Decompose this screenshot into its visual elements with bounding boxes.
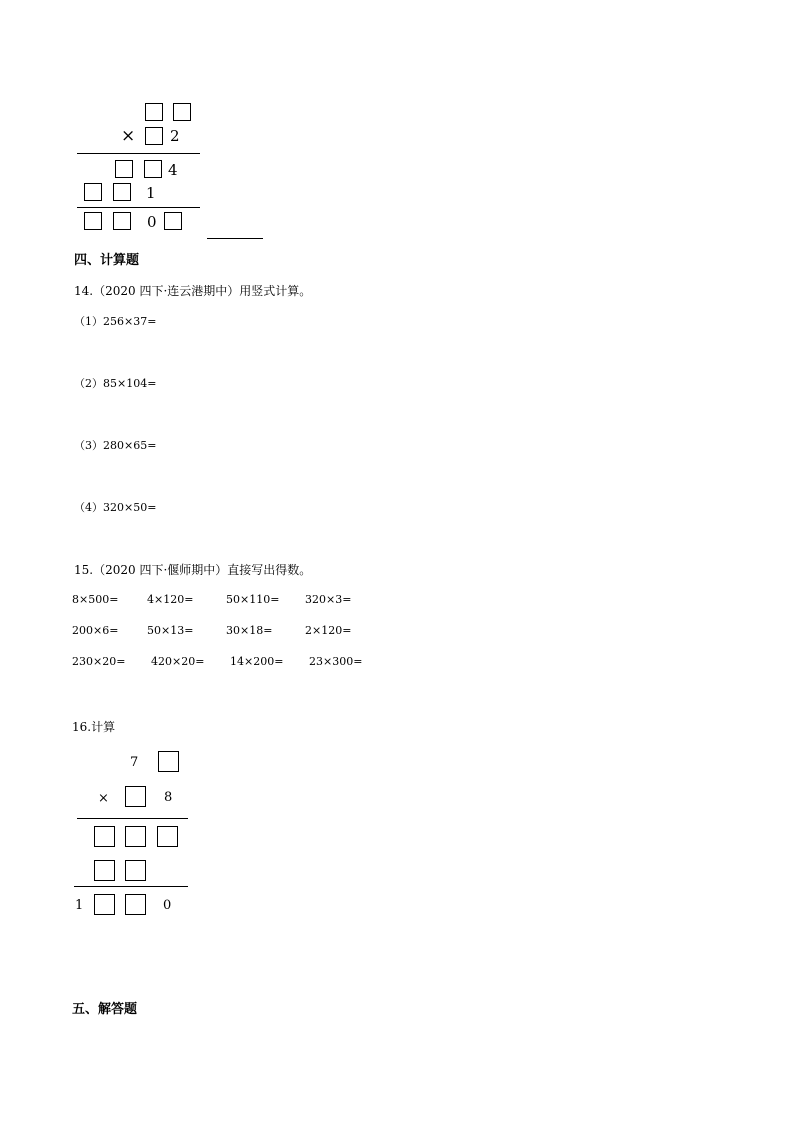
calc-item: （4）320×50= (74, 501, 157, 514)
answer-box[interactable] (164, 212, 182, 230)
calc-item: 50×110= (226, 593, 280, 606)
divider-line (77, 153, 200, 154)
answer-box[interactable] (84, 212, 102, 230)
calc-item: 230×20= (72, 655, 126, 668)
divider-line (77, 207, 200, 208)
answer-box[interactable] (94, 894, 115, 915)
answer-box[interactable] (145, 103, 163, 121)
multiplier-digit: 2 (170, 127, 180, 145)
answer-box[interactable] (173, 103, 191, 121)
answer-box[interactable] (144, 160, 162, 178)
calc-item: 30×18= (226, 624, 273, 637)
top-digit: 7 (130, 755, 139, 770)
question-title: 15.（2020 四下·偃师期中）直接写出得数。 (74, 563, 312, 577)
calc-item: （2）85×104= (74, 377, 157, 390)
result-digit: 0 (163, 898, 172, 913)
question-title: 16.计算 (72, 720, 116, 734)
answer-box[interactable] (125, 894, 146, 915)
calc-item: 50×13= (147, 624, 194, 637)
answer-box[interactable] (115, 160, 133, 178)
result-digit: 1 (75, 898, 84, 913)
calc-item: 200×6= (72, 624, 119, 637)
answer-box[interactable] (158, 751, 179, 772)
answer-box[interactable] (125, 860, 146, 881)
answer-box[interactable] (157, 826, 178, 847)
answer-box[interactable] (113, 183, 131, 201)
divider-line (74, 886, 188, 887)
answer-box[interactable] (94, 826, 115, 847)
multiplier-digit: 8 (164, 790, 173, 805)
multiply-sign: × (121, 126, 136, 146)
calc-item: 23×300= (309, 655, 363, 668)
answer-box[interactable] (145, 127, 163, 145)
calc-item: 320×3= (305, 593, 352, 606)
calc-item: 2×120= (305, 624, 352, 637)
divider-line (77, 818, 188, 819)
answer-box[interactable] (84, 183, 102, 201)
question-title: 14.（2020 四下·连云港期中）用竖式计算。 (74, 284, 312, 298)
answer-box[interactable] (94, 860, 115, 881)
answer-box[interactable] (125, 786, 146, 807)
calc-item: 8×500= (72, 593, 119, 606)
section-heading: 五、解答题 (72, 1002, 138, 1017)
multiply-sign: × (98, 791, 109, 806)
result-digit: 0 (147, 213, 157, 231)
partial-digit: 1 (146, 184, 156, 202)
answer-blank-line[interactable] (207, 238, 263, 239)
section-heading: 四、计算题 (74, 253, 140, 268)
calc-item: （3）280×65= (74, 439, 157, 452)
answer-box[interactable] (113, 212, 131, 230)
answer-box[interactable] (125, 826, 146, 847)
calc-item: 14×200= (230, 655, 284, 668)
calc-item: 420×20= (151, 655, 205, 668)
partial-digit: 4 (168, 161, 178, 179)
calc-item: （1）256×37= (74, 315, 157, 328)
calc-item: 4×120= (147, 593, 194, 606)
